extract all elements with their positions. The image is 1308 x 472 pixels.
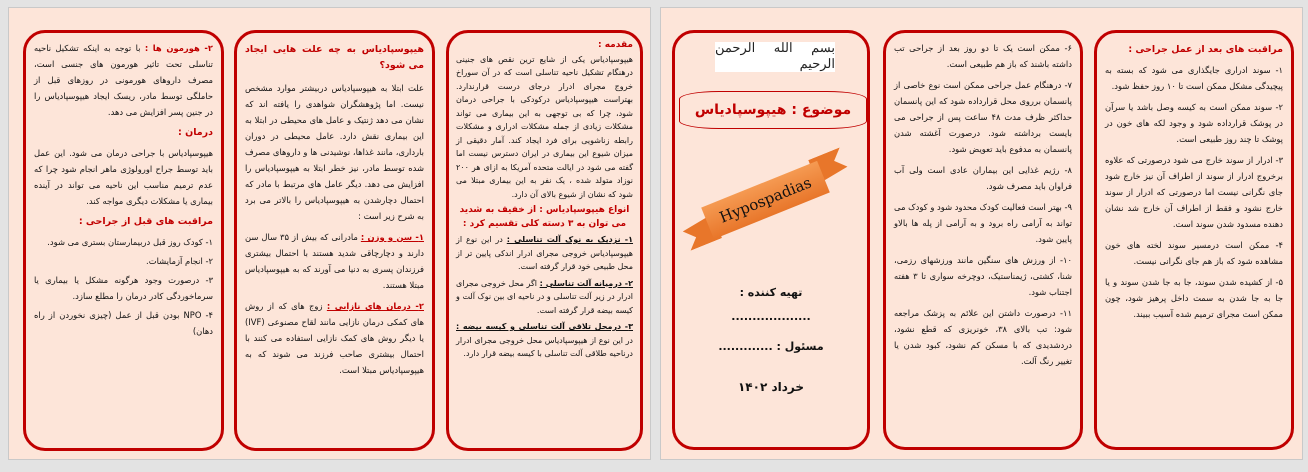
age-text: مادرانی که بیش از ۳۵ سال سن دارند و دچارچاقی شدید هستند با احتمال بیشتری فرزندان پسری به دنیا می آورند که به هیپوسپادیاس مبتلا هستند. (245, 232, 424, 290)
panel-hormones-treatment (23, 30, 224, 451)
type-item (456, 233, 633, 274)
treatment-text: هیپوسپادیاس با جراحی درمان می شود. این عمل باید توسط جراح اورولوژی ماهر انجام شود چرا که عدم ترمیم مناسب این ناحیه می تواند در آینده بیماری یا مشکلات دیگری مواجه کند. (34, 148, 213, 206)
age-paragraph (245, 229, 424, 293)
hormones-text: با توجه به اینکه تشکیل ناحیه تناسلی تحت تاثیر هورمون های جنسی است، مصرف داروهای هورمونی در روزهای قبل از حاملگی توسط مادر، ریسک ایجاد هیپوسپادیاس را در جنین پسر افزایش می دهد. (34, 43, 213, 117)
causes-heading: هیپوسپادیاس به چه علت هایی ایجاد می شود؟ (245, 44, 424, 71)
date-label: خرداد ۱۴۰۲ (737, 380, 805, 394)
panel-postop-continued (883, 30, 1083, 450)
type-text: اگر محل خروجی مجرای ادرار در زیر آلت تناسلی و در ناحیه ای بین نوک آلت و کیسه بیضه قرار گرفته است. (456, 278, 633, 315)
causes-intro: علت ابتلا به هیپوسپادیاس دربیشتر موارد مشخص نیست. اما پژوهشگران شواهدی را یافته اند که نشان می دهد ژنتیک و عامل های محیطی در ابتلا به این بیماری نقش دارد. عامل محیطی در دوران بارداری، مانند غذاها، نوشیدنی ها و داروهای مصرف شده توسط مادر، نیز خطر ابتلا به هیپوسپادیاس را افزایش می دهد. دیگر عامل های مرتبط با مادر که احتمال دچارشدن به هیپوسپادیاس را بالاتر می برد به شرح زیر است : (245, 83, 424, 221)
postop-item: ۷- درهنگام عمل جراحی ممکن است نوع خاصی از پانسمان برروی محل قرارداده شود که این پانسمان حداکثر ظرف مدت ۴۸ ساعت پس از جراحی می بایست برداشته شود. درصورت آغشته شدن پانسمان به مدفوع باید تعویض شود. (894, 80, 1072, 154)
subject-banner: موضوع : هیپوسپادیاس (679, 91, 867, 129)
preop-item: ۳- درصورت وجود هرگونه مشکل یا بیماری یا سرماخوردگی کادر درمان را مطلع سازد. (34, 275, 213, 301)
ivf-paragraph (245, 298, 424, 378)
type-item (456, 320, 633, 361)
types-heading: انواع هیپوسپادیاس : از خفیف به شدید می توان به ۳ دسته کلی تقسیم کرد : (459, 205, 630, 229)
intro-heading: مقدمه : (597, 40, 633, 50)
preop-item: ۴- NPO بودن قبل از عمل (چیزی نخوردن از راه دهان) (34, 310, 213, 336)
postop-item: ۹- بهتر است فعالیت کودک محدود شود و کودک می تواند به آرامی راه برود و به آرامی از پله ها بالاو پایین شود. (893, 202, 1072, 244)
postop-item: ۴- ممکن است درمسیر سوند لخته های خون مشاهده شود که باز هم جای نگرانی نیست. (1105, 240, 1283, 266)
prepared-by-label: تهیه کننده : (739, 286, 803, 299)
type-text: در این نوع از هیپوسپادیاس خروجی مجرای ادرار اندکی پایین تر از محل طبیعی خود قرار گرفته است. (456, 235, 633, 271)
bismillah-calligraphy: بسم الله الرحمن الرحیم (715, 41, 835, 72)
postop-item: ۵- از کشیده شدن سوند، جا به جا شدن سوند و یا جا به جا شدن به سمت داخل پرهیز شود، چون ممکن است مجرای ترمیم شده آسیب ببیند. (1105, 277, 1283, 319)
type-text: در این نوع از هیپوسپادیاس محل خروجی مجرای ادرار درناحیه طلاقی آلت تناسلی با کیسه بیضه قرار دارد. (456, 335, 633, 358)
type-label: ۱- نزدیک به نوک آلت تناسلی : (506, 235, 634, 244)
preop-heading: مراقبت های قبل از جراحی : (78, 216, 213, 227)
panel-postop (1094, 30, 1294, 450)
page-right (660, 7, 1303, 460)
panel-causes (234, 30, 435, 451)
ivf-text: زوج های که از روش های کمکی درمان نازایی مانند لقاح مصنوعی (IVF) یا دیگر روش های کمک نازایی استفاده می کنند با احتمال بیشتری صاحب فرزند می شوند که به هیپوسپادیاس مبتلا است. (245, 301, 424, 375)
treatment-heading: درمان : (177, 127, 213, 138)
hormones-label: ۲- هورمون ها : (144, 43, 213, 53)
panel-cover (672, 30, 870, 450)
postop-item: ۱- سوند ادراری جایگذاری می شود که بسته به پیچیدگی مشکل ممکن است تا ۱۰ روز حفظ شود. (1105, 65, 1283, 91)
hypospadias-ribbon (701, 161, 830, 239)
postop-item: ۱۰- از ورزش های سنگین مانند ورزشهای رزمی، شنا، کشتی، ژیمناستیک، دوچرخه سواری تا ۳ هفته اجتناب شود. (894, 255, 1072, 297)
hormones-paragraph (34, 40, 213, 120)
ivf-label: ۲- درمان های نازایی : (326, 301, 424, 311)
prepared-by-value: ................... (731, 310, 811, 323)
ribbon-text: Hypospadias (701, 161, 830, 239)
type-label: ۳- درمحل تلاقی آلت تناسلی و کیسه بیضه : (456, 322, 633, 331)
postop-item: ۱۱- درصورت داشتن این علائم به پزشک مراجعه شود: تب بالای ۳۸، خونریزی که قطع نشود، دردشدیدی که با مسکن کم نشود، کبود شدن یا تغییر رنگ آلت. (894, 308, 1072, 366)
postop-heading: مراقبت های بعد از عمل جراحی : (1128, 44, 1283, 55)
intro-text: هیپوسپادیاس یکی از شایع ترین نقص های جنینی درهنگام تشکیل ناحیه تناسلی است که در آن سوراخ خروج مجرای ادرار درجای درست قرارندارد. بهتراست هیپوسپادیاس درکودکی با جراحی درمان شود، چرا که بی توجهی به این بیماری می تواند مشکلات زیادی از جمله مشکلات ادراری و مشکلات رابطه زناشویی برای فرد ایجاد کند. آمار دقیقی از میزان شیوع این بیماری در ایران دسترس نیست اما گفته می شود در ایالت متحده آمریکا به ازای هر ۲۰۰ نوزاد متولد شده ، یک نفر به این بیماری مبتلا می شود که نشان از شیوع بالای آن دارد. (456, 54, 633, 199)
panel-introduction (446, 30, 643, 451)
postop-item: ۳- ادرار از سوند خارج می شود درصورتی که علاوه برخروج ادرار از سوند از اطراف آن نیز خارج شود جای نگرانی نیست اما درصورتی که ادرار از سوند خارج نشود و فقط از اطراف آن خارج شد نشان دهنده مسدود شدن سوند است. (1105, 155, 1283, 229)
type-label: ۲- درمیانه آلت تناسلی : (539, 278, 633, 288)
page-left (8, 7, 651, 460)
postop-item: ۲- سوند ممکن است به کیسه وصل باشد یا سرآن در پوشک قرارداده شود و وجود لکه های خون در پوشک تا چند روز طبیعی است. (1105, 102, 1283, 144)
type-item (456, 277, 633, 318)
age-label: ۱- سن و وزن : (360, 232, 424, 242)
postop-item: ۶- ممکن است یک تا دو روز بعد از جراحی تب داشته باشند که باز هم طبیعی است. (894, 43, 1072, 69)
preop-item: ۲- انجام آزمایشات. (146, 256, 213, 266)
responsible-label: مسئول : ............. (718, 340, 824, 353)
preop-item: ۱- کودک روز قبل دربیمارستان بستری می شود. (47, 237, 213, 247)
postop-item: ۸- رژیم غذایی این بیماران عادی است ولی آب فراوان باید مصرف شود. (894, 165, 1072, 191)
